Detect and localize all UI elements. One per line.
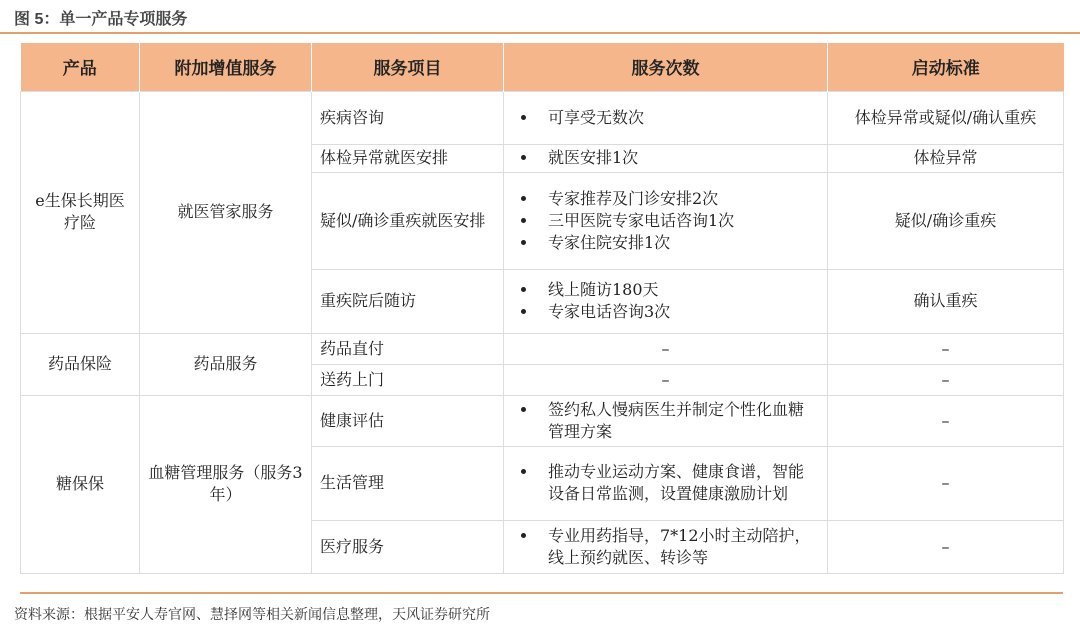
- service-count-cell: [504, 91, 828, 144]
- count-item: • 签约私人慢病医生并制定个性化血糖管理方案: [538, 399, 819, 443]
- table-row: [21, 333, 1064, 364]
- service-item-cell: 送药上门: [312, 364, 504, 395]
- count-item: • 三甲医院专家电话咨询1次: [538, 210, 819, 232]
- service-count-cell: [504, 520, 828, 573]
- value-service-cell: 药品服务: [140, 333, 312, 395]
- service-item-cell: 药品直付: [312, 333, 504, 364]
- header-value-service: 附加增值服务: [140, 43, 312, 91]
- standard-cell: 疑似/确诊重疾: [828, 172, 1064, 269]
- service-item-cell: 健康评估: [312, 395, 504, 446]
- value-service-cell: 就医管家服务: [140, 91, 312, 333]
- service-item-cell: 疾病咨询: [312, 91, 504, 144]
- count-item: • 就医安排1次: [538, 147, 819, 169]
- services-table: [20, 43, 1064, 574]
- table-row: [21, 395, 1064, 446]
- standard-cell: 确认重疾: [828, 269, 1064, 333]
- count-item: • 可享受无数次: [538, 107, 819, 129]
- service-count-cell: [504, 395, 828, 446]
- header-product: 产品: [21, 43, 140, 91]
- header-start-standard: 启动标准: [828, 43, 1064, 91]
- bottom-rule: [20, 592, 1063, 594]
- count-item: • 专业用药指导，7*12小时主动陪护，线上预约就医、转诊等: [538, 525, 819, 569]
- count-item: • 线上随访180天: [538, 279, 819, 301]
- service-item-cell: 体检异常就医安排: [312, 144, 504, 172]
- standard-cell: –: [828, 446, 1064, 520]
- product-cell: 糖保保: [21, 395, 140, 573]
- standard-cell: –: [828, 395, 1064, 446]
- service-item-cell: 医疗服务: [312, 520, 504, 573]
- top-rule: [0, 32, 1080, 34]
- product-cell: 药品保险: [21, 333, 140, 395]
- header-row: [21, 43, 1064, 91]
- service-count-cell: –: [504, 364, 828, 395]
- standard-cell: –: [828, 520, 1064, 573]
- standard-cell: –: [828, 333, 1064, 364]
- figure-title: 图 5：单一产品专项服务: [14, 11, 188, 28]
- service-count-cell: –: [504, 333, 828, 364]
- count-item: • 专家电话咨询3次: [538, 301, 819, 323]
- service-item-cell: 疑似/确诊重疾就医安排: [312, 172, 504, 269]
- service-item-cell: 生活管理: [312, 446, 504, 520]
- standard-cell: –: [828, 364, 1064, 395]
- service-item-cell: 重疾院后随访: [312, 269, 504, 333]
- service-count-cell: [504, 269, 828, 333]
- count-item: • 专家住院安排1次: [538, 232, 819, 254]
- source-note: 资料来源：根据平安人寿官网、慧择网等相关新闻信息整理，天风证券研究所: [14, 606, 490, 622]
- count-item: • 推动专业运动方案、健康食谱，智能设备日常监测，设置健康激励计划: [538, 461, 819, 505]
- product-cell: e生保长期医疗险: [21, 91, 140, 333]
- value-service-cell: 血糖管理服务（服务3年）: [140, 395, 312, 573]
- table-row: [21, 91, 1064, 144]
- header-service-item: 服务项目: [312, 43, 504, 91]
- count-item: • 专家推荐及门诊安排2次: [538, 188, 819, 210]
- service-count-cell: [504, 172, 828, 269]
- service-count-cell: [504, 446, 828, 520]
- header-service-count: 服务次数: [504, 43, 828, 91]
- standard-cell: 体检异常: [828, 144, 1064, 172]
- service-count-cell: [504, 144, 828, 172]
- standard-cell: 体检异常或疑似/确认重疾: [828, 91, 1064, 144]
